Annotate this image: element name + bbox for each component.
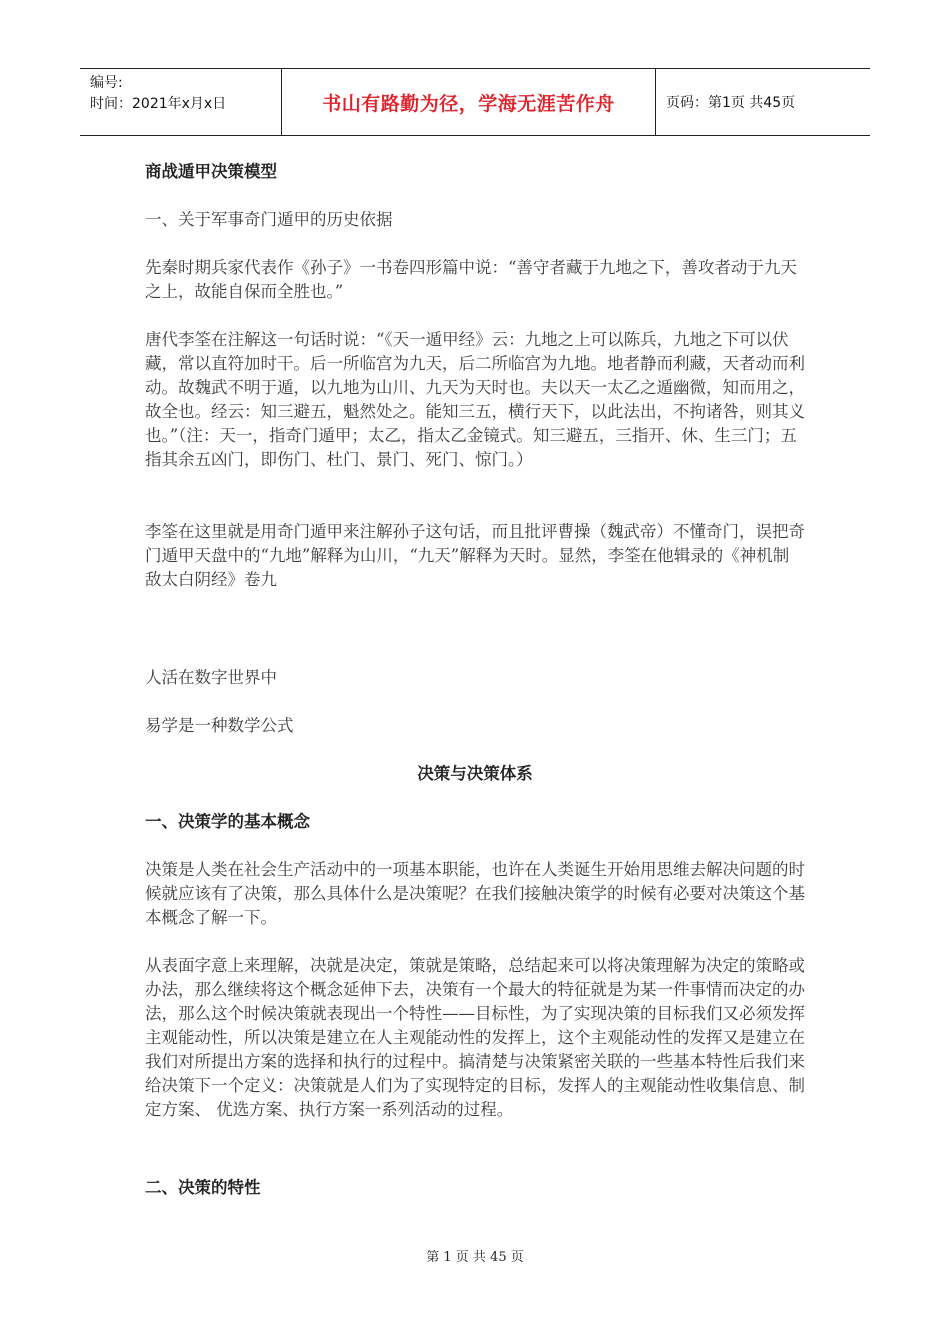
line-yixue: 易学是一种数学公式: [145, 716, 294, 735]
center-title: 决策与决策体系: [417, 764, 533, 783]
paragraph-decision-intro: 决策是人类在社会生产活动中的一项基本职能，也许在人类诞生开始用思维去解决问题的时候就应该有了决策，那么具体什么是决策呢？在我们接触决策学的时候有必要对决策这个基本概念了解一下。: [145, 860, 805, 927]
header-motto: 书山有路勤为径，学海无涯苦作舟: [282, 69, 656, 135]
section1-heading: 一、关于军事奇门遁甲的历史依据: [145, 210, 393, 229]
paragraph-sunzi: 先秦时期兵家代表作《孙子》一书卷四形篇中说：“善守者藏于九地之下，善攻者动于九天之上，故能自保而全胜也。”: [145, 258, 797, 301]
heading-decision-features: 二、决策的特性: [145, 1178, 261, 1197]
document-title: 商战遁甲决策模型: [145, 162, 277, 181]
heading-basic-concept: 一、决策学的基本概念: [145, 812, 310, 831]
page-footer: 第 1 页 共 45 页: [426, 1250, 524, 1265]
document-number-label: 编号:: [90, 75, 123, 91]
header-table: [80, 68, 870, 136]
line-digital-world: 人活在数字世界中: [145, 668, 277, 687]
header-page-label: 页码：第1页 共45页: [666, 95, 796, 111]
document-date-label: 时间：2021年x月x日: [90, 96, 227, 112]
header-meta-cell: [80, 69, 282, 135]
paragraph-li-quan-commentary: 唐代李筌在注解这一句话时说：“《天一遁甲经》云：九地之上可以陈兵，九地之下可以伏藏，常以直符加时干。后一所临宫为九天，后二所临宫为九地。地者静而利藏，天者动而利动。故魏武不明于遁，以九地为山川、九天为天时也。夫以天一太乙之遁幽微，知而用之，故全也。经云：知三避五，魁然处之。能知三五，横行天下，以此法出，不拘诸咎，则其义也。”（注：天一，指奇门遁甲；太乙，指太乙金镜式。知三避五，三指开、休、生三门；五指其余五凶门，即伤门、杜门、景门、死门、惊门。）: [145, 330, 805, 469]
paragraph-decision-definition: 从表面字意上来理解，决就是决定，策就是策略，总结起来可以将决策理解为决定的策略或办法，那么继续将这个概念延伸下去，决策有一个最大的特征就是为某一件事情而决定的办法，那么这个时候决策就表现出一个特性——目标性，为了实现决策的目标我们又必须发挥主观能动性，所以决策是建立在人主观能动性的发挥上，这个主观能动性的发挥又是建立在我们对所提出方案的选择和执行的过程中。搞清楚与决策紧密关联的一些基本特性后我们来给决策下一个定义：决策就是人们为了实现特定的目标，发挥人的主观能动性收集信息、制定方案、 优选方案、执行方案一系列活动的过程。: [145, 956, 805, 1119]
paragraph-li-quan-critique: 李筌在这里就是用奇门遁甲来注解孙子这句话，而且批评曹操（魏武帝）不懂奇门，误把奇门遁甲天盘中的“九地”解释为山川，“九天”解释为天时。显然，李筌在他辑录的《神机制敌太白阴经》卷九: [145, 522, 805, 589]
